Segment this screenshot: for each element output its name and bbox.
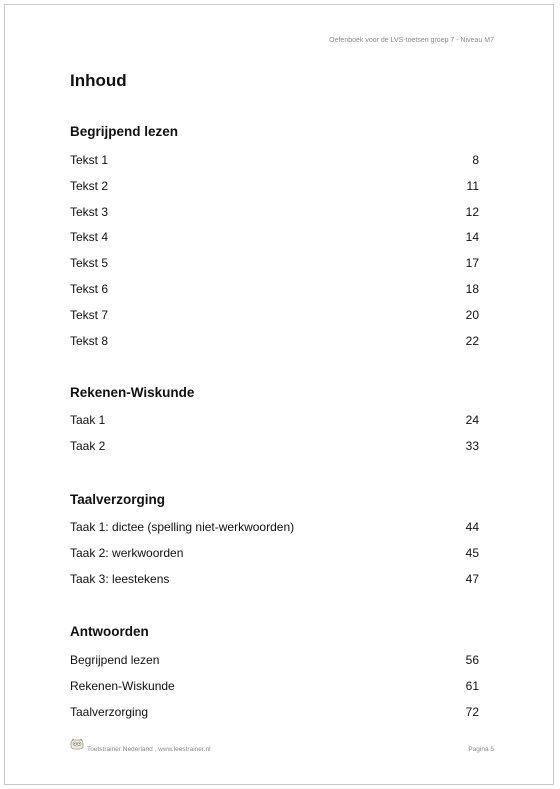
toc-section-rekenen-wiskunde: [70, 383, 479, 460]
toc-entry[interactable]: [70, 567, 479, 593]
entry-page-number: 47: [465, 571, 479, 586]
entry-page-number: 11: [466, 178, 479, 193]
page-title: Inhoud: [70, 71, 127, 90]
footer-organization: Toetstrainer Nederland , www.leestrainer.nl: [87, 746, 211, 753]
entry-label: Begrijpend lezen: [70, 653, 160, 667]
entry-label: Tekst 1: [70, 153, 109, 167]
section-title: Rekenen-Wiskunde: [70, 385, 195, 400]
toc-entry[interactable]: [70, 174, 479, 200]
entry-page-number: 22: [465, 333, 479, 348]
entry-page-number: 8: [472, 153, 479, 167]
entry-label: Tekst 3: [70, 204, 109, 219]
entry-page-number: 56: [465, 653, 479, 667]
entry-label: Tekst 4: [70, 230, 109, 245]
toc-entry[interactable]: [70, 225, 479, 251]
entry-label: Taak 2: [70, 438, 106, 453]
section-title: Antwoorden: [70, 624, 149, 639]
section-title: Begrijpend lezen: [70, 124, 179, 139]
toc-entry[interactable]: [70, 329, 479, 355]
entry-label: Tekst 6: [70, 281, 109, 296]
entry-page-number: 14: [465, 230, 479, 245]
footer-page-number: Pagina 5: [468, 746, 494, 753]
entry-label: Tekst 2: [70, 178, 109, 193]
toc-entry[interactable]: [70, 541, 479, 567]
toc-entry[interactable]: [70, 277, 479, 303]
page-footer: [70, 738, 494, 754]
entry-label: Rekenen-Wiskunde: [70, 678, 175, 693]
toc-section-taalverzorging: [70, 490, 479, 592]
entry-label: Tekst 7: [70, 307, 109, 322]
toc-entry[interactable]: [70, 674, 479, 700]
entry-label: Taak 2: werkwoorden: [70, 545, 184, 560]
entry-page-number: 33: [465, 438, 479, 453]
toc-section-begrijpend-lezen: [70, 122, 479, 354]
toc-entry[interactable]: [70, 251, 479, 277]
toc-entry[interactable]: [70, 648, 479, 674]
entry-page-number: 12: [465, 204, 479, 219]
toc-entry[interactable]: [70, 408, 479, 434]
entry-page-number: 20: [465, 307, 479, 322]
toc-entry[interactable]: [70, 200, 479, 226]
entry-page-number: 72: [465, 704, 479, 719]
toc-entry[interactable]: [70, 148, 479, 174]
entry-label: Tekst 5: [70, 256, 109, 271]
page-header: Oefenboek voor de LVS-toetsen groep 7 - Niveau M7: [329, 37, 494, 44]
entry-page-number: 44: [465, 520, 479, 534]
entry-label: Tekst 8: [70, 333, 109, 348]
toc-entry[interactable]: [70, 515, 479, 541]
entry-label: Taak 3: leestekens: [70, 571, 170, 586]
owl-logo-icon: [70, 738, 84, 750]
entry-label: Taalverzorging: [70, 704, 149, 719]
section-title: Taalverzorging: [70, 492, 166, 507]
entry-label: Taak 1: dictee (spelling niet-werkwoorden): [70, 520, 295, 534]
entry-page-number: 18: [465, 281, 479, 296]
entry-page-number: 45: [465, 545, 479, 560]
toc-entry[interactable]: [70, 434, 479, 460]
entry-page-number: 17: [465, 256, 479, 271]
entry-page-number: 24: [465, 413, 479, 427]
entry-page-number: 61: [465, 678, 479, 693]
toc-section-antwoorden: [70, 622, 479, 725]
toc-entry[interactable]: [70, 700, 479, 726]
entry-label: Taak 1: [70, 413, 106, 427]
toc-entry[interactable]: [70, 303, 479, 329]
